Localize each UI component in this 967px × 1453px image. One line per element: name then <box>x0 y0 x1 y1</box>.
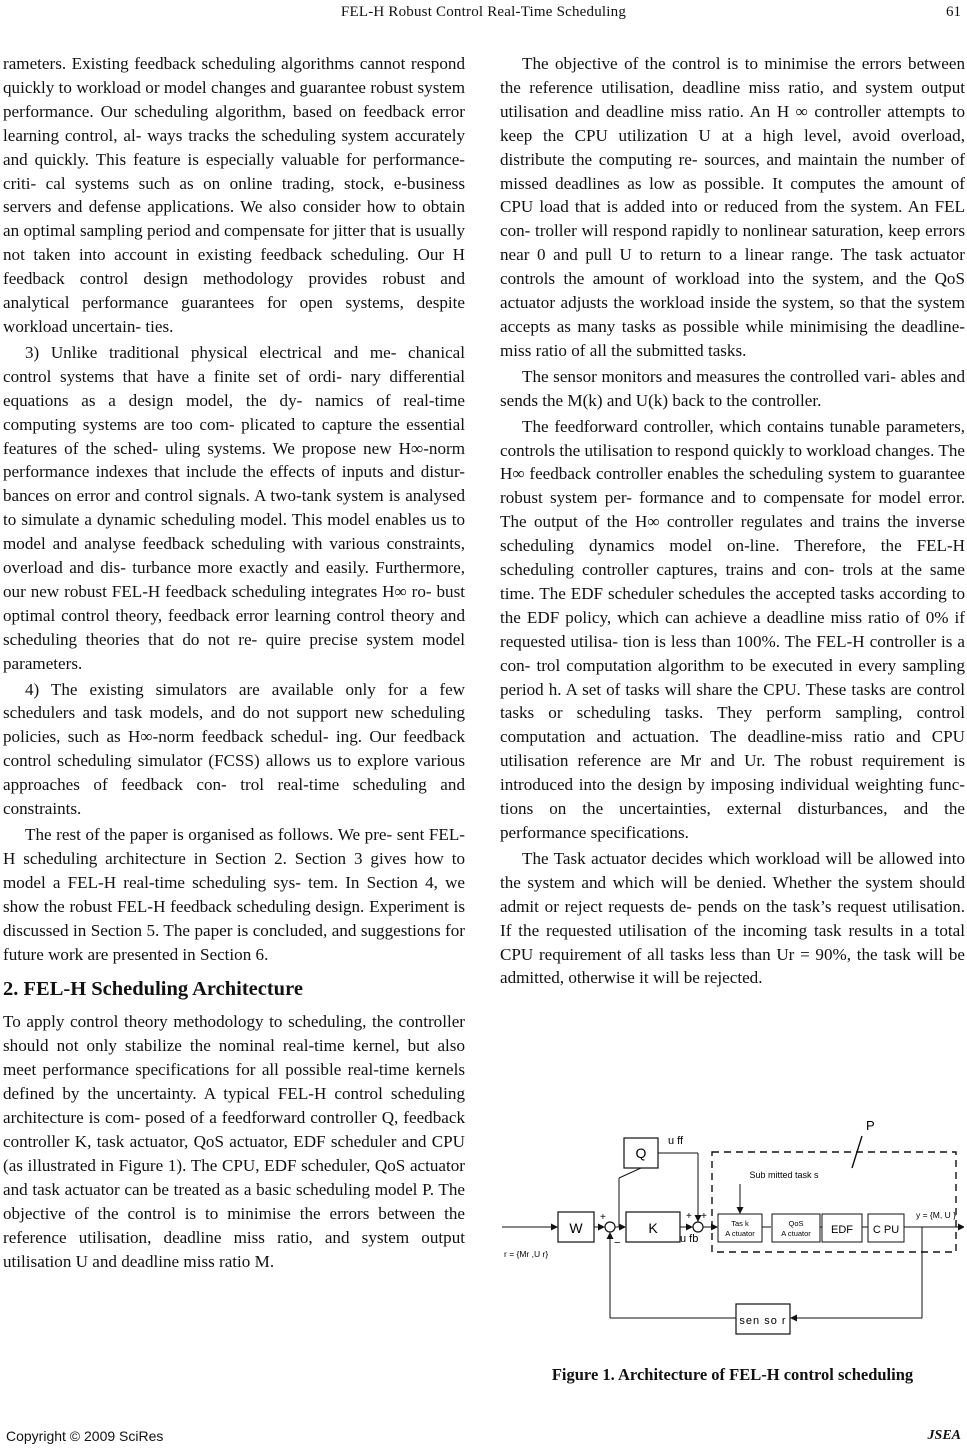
figure-caption: Figure 1. Architecture of FEL-H control scheduling <box>551 1365 914 1384</box>
sign-label: + <box>701 1211 707 1222</box>
section-heading: 2. FEL-H Scheduling Architecture <box>3 978 303 1001</box>
qos-actuator-label: A ctuator <box>781 1229 811 1238</box>
sensor-label: sen so r <box>739 1315 787 1327</box>
cpu-label: C PU <box>872 1224 900 1236</box>
output-label: y = {M, U } <box>916 1210 956 1220</box>
input-label: r = {Mr ,U r} <box>504 1249 549 1259</box>
page-header <box>0 0 967 24</box>
page-number: 61 <box>946 4 961 20</box>
w-label: W <box>569 1220 583 1236</box>
paragraph: 4) The existing simulators are available only for a few schedulers and task models, and do not support new scheduling policies, such as H∞-norm feedback schedul- ing. Our feedback control scheduling simulator (FCSS) allows us to explore various approaches of feedback con- trol real-time scheduling and constraints. <box>3 679 465 819</box>
paragraph: To apply control theory methodology to scheduling, the controller should not only stabilize the nominal real-time kernel, but also meet performance specifications for all possible real-time kernels defined by the uncertainty. A typical FEL-H control scheduling architecture is com- posed of a feedforward controller Q, feedback controller K, task actuator, QoS actuator, EDF scheduler and CPU (as illustrated in Figure 1). The CPU, EDF scheduler, QoS actuator and task actuator can be treated as a basic scheduling model P. The objective of the control is to minimise the errors between the reference utilisation, deadline miss ratio, and system output utilisation U and deadline miss ratio M. <box>3 1012 465 1271</box>
left-column <box>3 52 465 1275</box>
journal-name: JSEA <box>927 1428 961 1443</box>
uff-label: u ff <box>668 1135 684 1147</box>
task-actuator-label: A ctuator <box>725 1229 755 1238</box>
block-diagram <box>502 1118 964 1348</box>
sign-label: + <box>686 1211 692 1222</box>
k-label: K <box>648 1220 658 1236</box>
paragraph: rameters. Existing feedback scheduling algorithms cannot respond quickly to workload or model changes and guarantee robust system performance. Our scheduling algorithm, based on feedback error learning control, al- ways tracks the scheduling system accurately and quickly. This feature is especially valuable for performance- criti- cal systems such as on online trading, stock, e-business servers and defense applications. We also consider how to obtain an optimal sampling period and compensate for jitter that is usually not taken into account in existing feedback scheduling. Our H feedback control design methodology provides robust and analytical performance guarantees for open systems, despite workload uncertain- ties. <box>3 54 465 336</box>
submitted-tasks-label: Sub mitted task s <box>749 1170 819 1180</box>
paragraph: 3) Unlike traditional physical electrical and me- chanical control systems that have a finite set of ordi- nary differential equations as a design model, the dy- namics of real-time computing systems are too com- plicated to capture the essential features of the sched- uling systems. We propose new H∞-norm performance indexes that include the effects of inputs and distur- bances on error and control signals. A two-tank system is analysed to simulate a dynamic scheduling model. This model enables us to model and analyse feedback scheduling with various constraints, overload and dis- turbance more exactly and easily. Furthermore, our new robust FEL-H feedback scheduling integrates H∞ ro- bust optimal control theory, feedback error learning control theory and scheduling theories that do not re- quire precise system model parameters. <box>3 342 465 673</box>
p-label: P <box>866 1118 875 1133</box>
paragraph: The Task actuator decides which workload will be allowed into the system and which will be denied. Whether the system should admit or reject requests de- pends on the task’s request utilisation. If the requested utilisation of the incoming task results in a total CPU requirement of all tasks less than Ur = 90%, the task will be admitted, otherwise it will be rejected. <box>500 848 965 988</box>
summing-junction-2 <box>693 1222 703 1232</box>
q-label: Q <box>635 1145 647 1161</box>
paragraph: The objective of the control is to minimise the errors between the reference utilisation, deadline miss ratio, and system output utilisation and deadline miss ratio. An H ∞ controller attempts to keep the CPU utilization U at a high level, avoid overload, distribute the computing re- sources, and maintain the number of missed deadlines as low as possible. It computes the amount of CPU load that is added into or reduced from the system. An FEL con- troller will respond rapidly to nonlinear saturation, keep errors near 0 and pull U to return to a linear range. The task actuator controls the amount of workload into the system, and the QoS actuator adjusts the workload inside the system, so that the system accepts as many tasks as possible while minimising the deadline-miss ratio of all the submitted tasks. <box>500 54 965 360</box>
sign-label: − <box>614 1237 621 1249</box>
sign-label: + <box>600 1212 606 1223</box>
ufb-label: u fb <box>680 1233 699 1245</box>
paragraph: The sensor monitors and measures the controlled vari- ables and sends the M(k) and U(k) back to the controller. <box>500 366 965 410</box>
paragraph: The rest of the paper is organised as follows. We pre- sent FEL-H scheduling architecture in Section 2. Section 3 gives how to model a FEL-H real-time scheduling sys- tem. In Section 4, we show the robust FEL-H feedback scheduling design. Experiment is discussed in Section 5. The paper is concluded, and suggestions for future work are presented in Section 6. <box>3 825 465 964</box>
task-actuator-label: Tas k <box>731 1219 749 1228</box>
edf-label: EDF <box>831 1224 853 1236</box>
qos-actuator-label: QoS <box>788 1219 804 1228</box>
right-column <box>500 52 965 992</box>
copyright: Copyright © 2009 SciRes <box>6 1428 164 1444</box>
architecture-figure <box>502 1118 964 1348</box>
q-feed-line <box>619 1168 641 1178</box>
summing-junction-1 <box>605 1222 615 1232</box>
paragraph: The feedforward controller, which contains tunable parameters, controls the utilisation to respond quickly to workload changes. The H∞ feedback controller enables the scheduling system to guarantee robust system per- formance and to compensate for model error. The output of the H∞ controller regulates and trains the inverse scheduling dynamics model on-line. Therefore, the FEL-H scheduling controller captures, trains and con- trols at the same time. The EDF scheduler schedules the accepted tasks according to the EDF policy, which can achieve a deadline miss ratio of 0% if requested utilisa- tion is less than 100%. The FEL-H controller is a con- trol computation algorithm to be executed in every sampling period h. A set of tasks will share the CPU. These tasks are control tasks or scheduling tasks. They perform sampling, control computation and actuation. The deadline-miss ratio and CPU utilisation reference are Mr and Ur. The robust requirement is introduced into the design by imposing individual weighting func- tions on the uncertainties, external disturbances, and the performance specifications. <box>500 416 965 842</box>
running-title: FEL-H Robust Control Real-Time Scheduling <box>340 4 627 20</box>
